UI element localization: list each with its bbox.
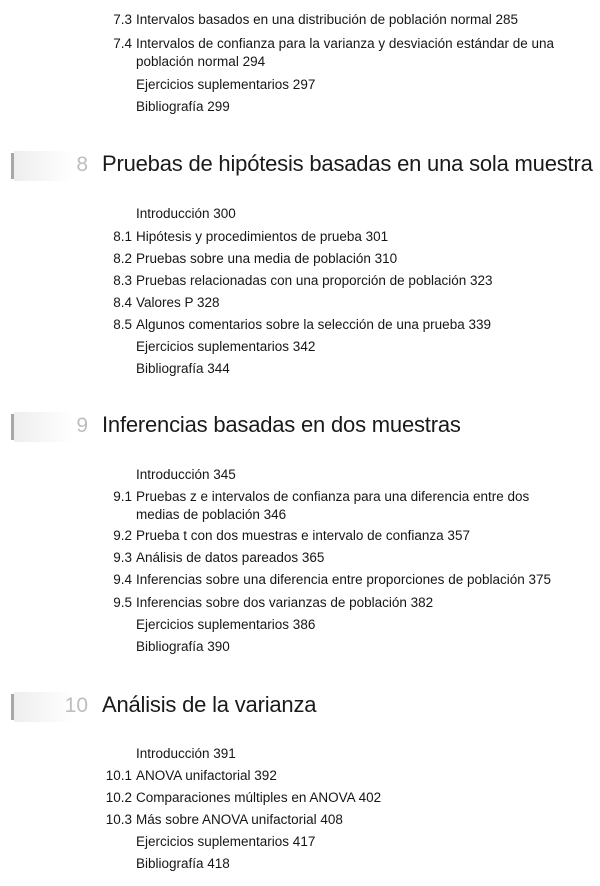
section-title: Ejercicios suplementarios 297 <box>136 77 316 92</box>
toc-entry-supplementary-exercises <box>136 76 315 94</box>
section-number: 8.3 <box>113 273 132 288</box>
section-title: Pruebas sobre una media de población 310 <box>136 251 398 266</box>
section-title: Ejercicios suplementarios 417 <box>136 834 316 849</box>
section-title: Bibliografía 299 <box>136 99 230 114</box>
section-title: Ejercicios suplementarios 386 <box>136 617 316 632</box>
toc-entry-bibliography <box>136 855 230 873</box>
toc-entry-10-2 <box>105 789 382 807</box>
section-number: 10.1 <box>105 768 132 783</box>
section-title: Bibliografía 344 <box>136 361 230 376</box>
toc-entry-supplementary-exercises <box>136 833 315 851</box>
toc-entry-8-5 <box>113 316 491 334</box>
section-number: 9.2 <box>113 528 132 543</box>
section-title: Bibliografía 390 <box>136 639 230 654</box>
section-title: Bibliografía 418 <box>136 856 230 871</box>
chapter-heading-8 <box>0 147 600 187</box>
toc-entry-7-3 <box>113 11 519 29</box>
toc-entry-9-2 <box>113 527 470 545</box>
section-title-continuation: medias de población 346 <box>136 507 287 522</box>
section-title: Más sobre ANOVA unifactorial 408 <box>136 812 343 827</box>
section-number: 7.4 <box>113 36 132 51</box>
chapter-number: 9 <box>76 414 88 437</box>
chapter-heading-9 <box>0 408 600 448</box>
section-title: Introducción 391 <box>136 746 236 761</box>
chapter-title: Pruebas de hipótesis basadas en una sola muestra <box>102 151 593 176</box>
section-title: Algunos comentarios sobre la selección de una prueba 339 <box>136 317 491 332</box>
toc-entry-supplementary-exercises <box>136 616 315 634</box>
chapter-number: 10 <box>64 694 88 717</box>
section-number: 9.1 <box>113 489 132 504</box>
section-title: Ejercicios suplementarios 342 <box>136 339 316 354</box>
section-title: Análisis de datos pareados 365 <box>136 550 325 565</box>
section-number: 9.4 <box>113 572 132 587</box>
section-title: Introducción 300 <box>136 206 236 221</box>
toc-entry-9-5 <box>113 594 434 612</box>
section-number: 9.5 <box>113 595 132 610</box>
chapter-title: Inferencias basadas en dos muestras <box>102 412 461 437</box>
section-title: Intervalos de confianza para la varianza y desviación estándar de una <box>136 36 555 51</box>
section-number: 10.3 <box>105 812 132 827</box>
chapter-title: Análisis de la varianza <box>102 692 317 717</box>
section-number: 8.1 <box>113 229 132 244</box>
section-title: ANOVA unifactorial 392 <box>136 768 277 783</box>
section-title: Comparaciones múltiples en ANOVA 402 <box>136 790 382 805</box>
toc-entry-introduction <box>136 466 236 484</box>
chapter-marker-fade <box>14 151 74 181</box>
toc-entry-7-4 <box>113 35 555 71</box>
toc-entry-9-1 <box>113 488 530 524</box>
toc-entry-8-3 <box>113 272 493 290</box>
section-number: 9.3 <box>113 550 132 565</box>
section-title: Valores P 328 <box>136 295 220 310</box>
chapter-marker-fade <box>14 412 74 442</box>
section-number: 8.5 <box>113 317 132 332</box>
section-number: 8.4 <box>113 295 132 310</box>
section-title: Pruebas z e intervalos de confianza para una diferencia entre dos <box>136 489 530 504</box>
section-number: 7.3 <box>113 12 132 27</box>
toc-entry-supplementary-exercises <box>136 338 315 356</box>
toc-entry-introduction <box>136 745 236 763</box>
toc-entry-9-3 <box>113 549 325 567</box>
section-title: Inferencias sobre dos varianzas de población 382 <box>136 595 434 610</box>
section-title: Hipótesis y procedimientos de prueba 301 <box>136 229 389 244</box>
toc-entry-8-2 <box>113 250 398 268</box>
section-title-continuation: población normal 294 <box>136 54 266 69</box>
section-title: Pruebas relacionadas con una proporción de población 323 <box>136 273 493 288</box>
toc-entry-9-4 <box>113 571 552 589</box>
chapter-heading-10 <box>0 688 600 728</box>
toc-entry-8-1 <box>113 228 389 246</box>
toc-entry-10-3 <box>105 811 343 829</box>
toc-entry-8-4 <box>113 294 220 312</box>
toc-entry-10-1 <box>105 767 277 785</box>
toc-entry-introduction <box>136 205 236 223</box>
section-number: 10.2 <box>105 790 132 805</box>
toc-entry-bibliography <box>136 360 230 378</box>
section-title: Prueba t con dos muestras e intervalo de confianza 357 <box>136 528 470 543</box>
toc-entry-bibliography <box>136 98 230 116</box>
section-title: Intervalos basados en una distribución de población normal 285 <box>136 12 519 27</box>
section-title: Introducción 345 <box>136 467 236 482</box>
toc-entry-bibliography <box>136 638 230 656</box>
section-title: Inferencias sobre una diferencia entre proporciones de población 375 <box>136 572 552 587</box>
chapter-number: 8 <box>76 153 88 176</box>
section-number: 8.2 <box>113 251 132 266</box>
